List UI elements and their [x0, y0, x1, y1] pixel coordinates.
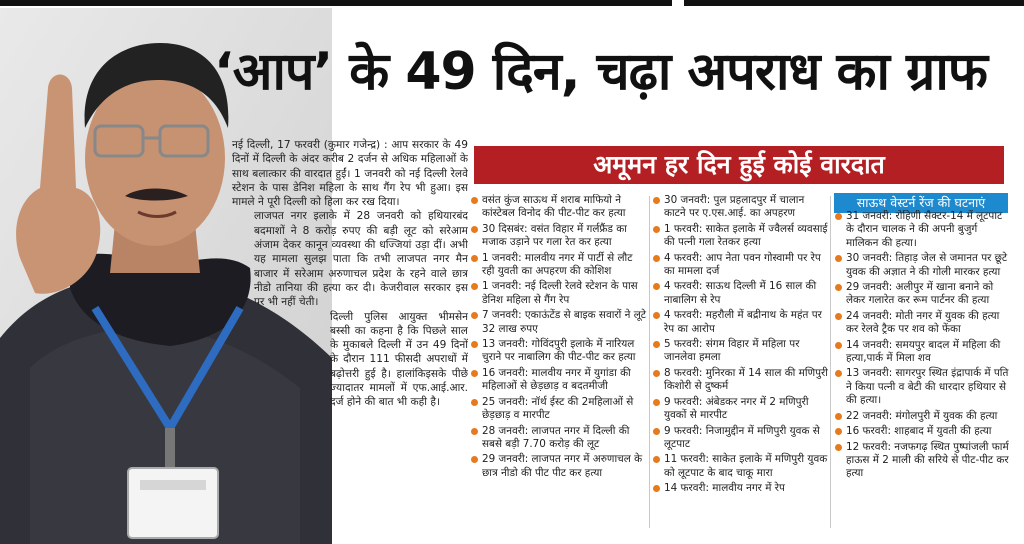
bullet-icon	[653, 341, 660, 348]
incident-item	[652, 425, 828, 452]
bullet-icon	[835, 428, 842, 435]
incident-item	[470, 425, 647, 452]
bullet-icon	[653, 428, 660, 435]
incident-item	[834, 441, 1012, 481]
incident-text: 4 फरवरी: साऊथ दिल्ली में 16 साल की नाबालिग से रेप	[664, 280, 817, 306]
incident-text: 14 जनवरी: समयपुर बादल में महिला की हत्या,पार्क में मिला शव	[846, 338, 1001, 365]
bullet-icon	[653, 370, 660, 377]
bullet-icon	[835, 370, 842, 377]
top-rule	[0, 0, 1024, 6]
incident-text: 22 जनवरी: मंगोलपुरी में युवक की हत्या	[846, 409, 998, 422]
incident-item	[652, 223, 828, 250]
headline: ‘आप’ के 49 दिन, चढ़ा अपराध का ग्राफ	[214, 42, 987, 102]
incident-text: 29 जनवरी: लाजपत नगर में अरुणाचल के छात्र नीडो की पीट पीट कर हत्या	[482, 453, 643, 479]
top-rule-mark	[672, 0, 684, 6]
incident-text: 16 जनवरी: मालवीय नगर में युगांडा की महिलाओं से छेड़छाड़ व बदतमीजी	[482, 366, 631, 393]
bullet-icon	[471, 197, 478, 204]
incident-text: 13 जनवरी: गोविंदपुरी इलाके में नारियल चुराने पर नाबालिग की पीट-पीट कर हत्या	[482, 338, 636, 364]
bullet-icon	[653, 485, 660, 492]
incident-item	[652, 367, 828, 394]
incident-text: 14 फरवरी: मालवीय नगर में रेप	[664, 482, 785, 495]
incident-item	[470, 223, 647, 250]
incident-text: वसंत कुंज साऊथ में शराब माफियो ने कांस्टेबल विनोद की पीट-पीट कर हत्या	[482, 194, 626, 220]
incident-text: 30 दिसबंर: वसंत विहार में गर्लफ्रैंड का मजाक उड़ाने पर गला रेत कर हत्या	[482, 222, 627, 249]
column-divider	[649, 196, 650, 528]
incident-item	[470, 396, 647, 423]
incident-text: 4 फरवरी: आप नेता पवन गोस्वामी पर रेप का मामला दर्ज	[664, 251, 821, 278]
incident-item	[834, 281, 1012, 308]
incident-item	[470, 309, 647, 336]
story-paragraph: दिल्ली पुलिस आयुक्त भीमसेन बस्सी का कहना है कि पिछले साल के मुकाबले दिल्ली में उन 49 दिनों के दौरान 111 फीसदी अपराधों में बढ़ोत्तरी हुई है। हालांकिइसके पीछे ज्यादातर मामलों में एफ.आई.आर. दर्ज होने की बात भी कही है।	[330, 310, 468, 409]
incident-item	[652, 338, 828, 365]
incident-item	[834, 252, 1012, 279]
incident-item	[470, 252, 647, 279]
incident-text: 16 फरवरी: शाहबाद में युवती की हत्या	[846, 425, 992, 438]
incident-item	[470, 338, 647, 365]
bullet-icon	[653, 312, 660, 319]
incident-text: 11 फरवरी: साकेत इलाके में मणिपुरी युवक को लूटपाट के बाद चाकू मारा	[664, 453, 828, 479]
bullet-icon	[653, 399, 660, 406]
incident-item	[652, 482, 828, 495]
bullet-icon	[471, 283, 478, 290]
incident-item	[652, 453, 828, 480]
incident-item	[652, 309, 828, 336]
bullet-icon	[471, 312, 478, 319]
incident-text: 4 फरवरी: महरौली में बद्रीनाथ के महंत पर रेप का आरोप	[664, 309, 822, 335]
bullet-icon	[835, 255, 842, 262]
bullet-icon	[835, 342, 842, 349]
lead-story	[232, 138, 468, 534]
incident-text: 30 जनवरी: तिहाड़ जेल से जमानत पर छूटे युवक की अज्ञात ने की गोली मारकर हत्या	[846, 252, 1008, 278]
incident-text: 12 फरवरी: नजफगढ़ स्थित पुष्पांजली फार्म हाऊस में 2 माली की सरिये से पीट-पीट कर हत्या	[846, 440, 1009, 480]
incident-text: 5 फरवरी: संगम विहार में महिला पर जानलेवा हमला	[664, 338, 800, 364]
incident-item	[470, 367, 647, 394]
bullet-icon	[835, 444, 842, 451]
incident-item	[834, 410, 1012, 423]
incident-text: 1 फरवरी: साकेत इलाके में ज्वैलर्स व्यवसाई की पत्नी गला रेतकर हत्या	[664, 222, 828, 249]
story-paragraph: लाजपत नगर इलाके में 28 जनवरी को हथियारबंद बदमाशों ने 8 करोड़ रुपए की बड़ी लूट को सरेआम अंजाम देकर कानून व्यवस्था की धज्जियां उड़ा दीं। अभी यह मामला सुलझ पाता कि तभी लाजपत नगर मैन बाजार में सरेआम अरुणाचल प्रदेश के रहने वाले छात्र नीडो तानिया की हत्या कर दी। केजरीवाल सरकार इस पर भी नहीं चेती।	[254, 210, 468, 309]
bullet-icon	[835, 313, 842, 320]
incident-item	[652, 280, 828, 307]
incident-item	[470, 453, 647, 480]
bullet-icon	[653, 197, 660, 204]
bullet-icon	[653, 456, 660, 463]
bullet-icon	[835, 213, 842, 220]
incident-text: 9 फरवरी: निजामुद्दीन में मणिपुरी युवक से लूटपाट	[664, 424, 820, 450]
incident-item	[470, 280, 647, 307]
incident-text: 1 जनवरी: नई दिल्ली रेलवे स्टेशन के पास डेनिश महिला से गैंग रेप	[482, 280, 638, 306]
sub-banner: साऊथ वेस्टर्न रेंज की घटनाएं	[834, 193, 1008, 213]
incident-item	[834, 339, 1012, 366]
incident-column-3	[834, 210, 1012, 540]
bullet-icon	[471, 456, 478, 463]
incident-text: 7 जनवरी: एकाऊंटेंड से बाइक सवारों ने लूटे 32 लाख रुपए	[482, 309, 647, 335]
bullet-icon	[471, 255, 478, 262]
bullet-icon	[835, 413, 842, 420]
bullet-icon	[471, 428, 478, 435]
incident-item	[652, 194, 828, 221]
bullet-icon	[835, 284, 842, 291]
incident-text: 29 जनवरी: अलीपुर में खाना बनाने को लेकर गलारेत कर रूम पार्टनर की हत्या	[846, 281, 994, 307]
incident-text: 31 जनवरी: रोहिणी सैक्टर-14 में लूटपाट के दौरान चालक ने की अपनी बुजुर्ग मालिकन की हत्या।	[846, 210, 1003, 249]
incident-text: 13 जनवरी: सागरपुर स्थित इंद्रापार्क में पति ने किया पत्नी व बेटी की धारदार हथियार से की हत्या।	[846, 367, 1009, 407]
column-divider	[830, 196, 831, 528]
incident-item	[652, 396, 828, 423]
incident-item	[834, 367, 1012, 407]
incident-text: 8 फरवरी: मुनिरका में 14 साल की मणिपुरी किशोरी से दुष्कर्म	[664, 366, 828, 393]
incident-item	[470, 194, 647, 221]
incident-text: 24 जनवरी: मोती नगर में युवक की हत्या कर रेलवे ट्रैक पर शव को फेंका	[846, 309, 1000, 336]
bullet-icon	[471, 226, 478, 233]
incident-item	[834, 310, 1012, 337]
incident-text: 1 जनवरी: मालवीय नगर में पार्टी से लौट रही युवती का अपहरण की कोशिश	[482, 251, 633, 278]
story-paragraph: नई दिल्ली, 17 फरवरी (कुमार गजेन्द्र) : आप सरकार के 49 दिनों में दिल्ली के अंदर करीब 2 दर्जन से अधिक महिलाओं के साथ बलात्कार की वारदात हुईं। 1 जनवरी को नई दिल्ली रेलवे स्टेशन के पास डेनिश महिला के साथ गैंग रेप भी हुआ। इस मामले ने पूरी दिल्ली को हिला कर रख दिया।	[232, 139, 468, 209]
bullet-icon	[471, 341, 478, 348]
incident-column-1	[470, 194, 647, 534]
section-banner: अमूमन हर दिन हुई कोई वारदात	[474, 146, 1004, 184]
bullet-icon	[653, 283, 660, 290]
incident-item	[834, 210, 1012, 250]
bullet-icon	[471, 399, 478, 406]
incident-text: 25 जनवरी: नॉर्थ ईस्ट की 2महिलाओं से छेड़छाड़ व मारपीट	[482, 395, 634, 422]
incident-column-2	[652, 194, 828, 534]
incident-text: 28 जनवरी: लाजपत नगर में दिल्ली की सबसे बड़ी 7.70 करोड़ की लूट	[482, 424, 630, 450]
bullet-icon	[653, 255, 660, 262]
incident-text: 9 फरवरी: अंबेडकर नगर में 2 मणिपुरी युवकों से मारपीट	[664, 395, 809, 422]
bullet-icon	[471, 370, 478, 377]
incident-item	[834, 425, 1012, 438]
incident-text: 30 जनवरी: पुल प्रहलादपुर में चालान काटने पर ए.एस.आई. का अपहरण	[664, 194, 805, 220]
bullet-icon	[653, 226, 660, 233]
incident-item	[652, 252, 828, 279]
